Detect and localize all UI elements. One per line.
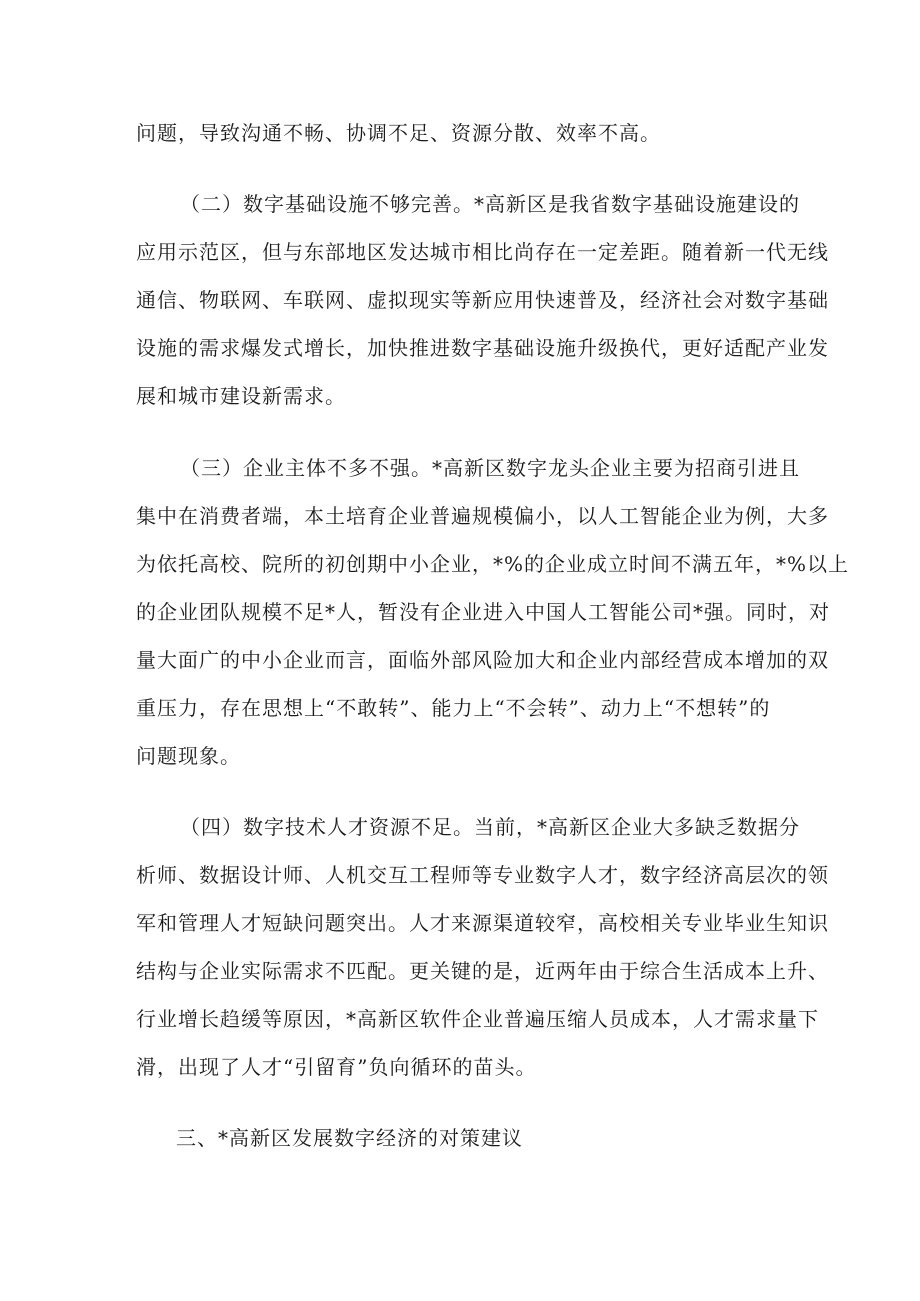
paragraph-line: 重压力，存在思想上“不敢转”、能力上“不会转”、动力上“不想转”的	[136, 696, 771, 720]
paragraph-line: 军和管理人才短缺问题突出。人才来源渠道较窄，高校相关专业毕业生知识	[136, 911, 829, 935]
paragraph-line: （二）数字基础设施不够完善。*高新区是我省数字基础设施建设的	[180, 192, 800, 216]
paragraph-line: 的企业团队规模不足*人，暂没有企业进入中国人工智能公司*强。同时，对	[136, 600, 830, 624]
paragraph-line: 结构与企业实际需求不匹配。更关键的是，近两年由于综合生活成本上升、	[136, 959, 829, 983]
paragraph-line: 集中在消费者端，本土培育企业普遍规模偏小，以人工智能企业为例，大多	[136, 504, 829, 528]
paragraph-line: 问题，导致沟通不畅、协调不足、资源分散、效率不高。	[136, 121, 661, 145]
paragraph-line: （四）数字技术人才资源不足。当前，*高新区企业大多缺乏数据分	[180, 815, 800, 839]
paragraph-line: 为依托高校、院所的初创期中小企业，*%的企业成立时间不满五年，*%以上	[136, 552, 850, 576]
paragraph-line: 设施的需求爆发式增长，加快推进数字基础设施升级换代，更好适配产业发	[136, 336, 829, 360]
paragraph-line: 问题现象。	[136, 744, 241, 768]
paragraph-line: 行业增长趋缓等原因，*高新区软件企业普遍压缩人员成本，人才需求量下	[136, 1007, 819, 1031]
paragraph-line: 通信、物联网、车联网、虚拟现实等新应用快速普及，经济社会对数字基础	[136, 288, 829, 312]
paragraph-line: （三）企业主体不多不强。*高新区数字龙头企业主要为招商引进且	[180, 456, 800, 480]
section-heading: 三、*高新区发展数字经济的对策建议	[176, 1126, 523, 1150]
paragraph-line: 滑，出现了人才“引留育”负向循环的苗头。	[136, 1055, 537, 1079]
paragraph-line: 展和城市建设新需求。	[136, 384, 346, 408]
paragraph-line: 量大面广的中小企业而言，面临外部风险加大和企业内部经营成本增加的双	[136, 648, 829, 672]
paragraph-line: 应用示范区，但与东部地区发达城市相比尚存在一定差距。随着新一代无线	[136, 240, 829, 264]
paragraph-line: 析师、数据设计师、人机交互工程师等专业数字人才，数字经济高层次的领	[136, 863, 829, 887]
